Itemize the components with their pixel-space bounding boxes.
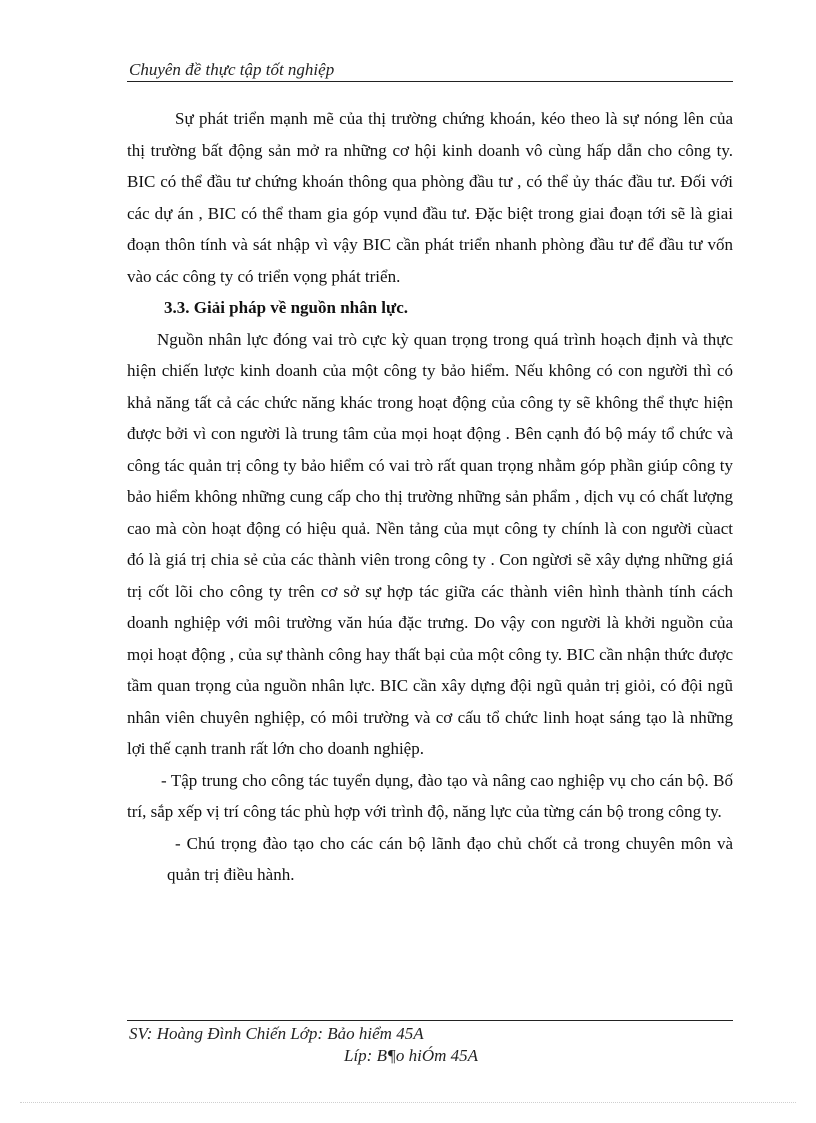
paragraph-investment: Sự phát triển mạnh mẽ của thị trường chứng khoán, kéo theo là sự nóng lên của thị trường bất động sản mở ra những cơ hội kinh doanh vô cùng hấp dẫn cho công ty. BIC có thể đầu tư chứng khoán thông qua phòng đầu tư , có thể ủy thác đầu tư. Đối với các dự án , BIC có thể tham gia góp vụnd đầu tư. Đặc biệt trong giai đoạn tới sẽ là giai đoạn thôn tính và sát nhập vì vậy BIC cần phát triển nhanh phòng đầu tư để đầu tư vốn vào các công ty có triển vọng phát triển. [127, 109, 733, 286]
paragraph-human-resources: Nguồn nhân lực đóng vai trò cực kỳ quan trọng trong quá trình hoạch định và thực hiện chiến lược kinh doanh của một công ty bảo hiểm. Nếu không có con người thì có khả năng tất cả các chức năng khác trong hoạt động của công ty sẽ không thể thực hiện được bởi vì con người là trung tâm của mọi hoạt động . Bên cạnh đó bộ máy tổ chức và công tác quản trị công ty bảo hiểm có vai trò rất quan trọng nhằm góp phần giúp công ty bảo hiểm không những cung cấp cho thị trường những sản phẩm , dịch vụ có chất lượng cao mà còn hoạt động có hiệu quả. Nền tảng của mụt công ty chính là con người cùact đó là giá trị chia sẻ của các thành viên trong công ty . Con ngừơi sẽ xây dựng những giá trị cốt lõi cho công ty trên cơ sở sự hợp tác giữa các thành viên hình thành tính cách doanh nghiệp với môi trường văn húa đặc trưng. Do vậy con người là khởi nguồn của mọi hoạt động , của sự thành công hay thất bại của một công ty. BIC cần nhận thức được tầm quan trọng của nguồn nhân lực. BIC cần xây dựng đội ngũ quản trị giỏi, có đội ngũ nhân viên chuyên nghiệp, có môi trường và cơ cấu tổ chức linh hoạt sáng tạo là những lợi thế cạnh tranh rất lớn cho doanh nghiệp. [127, 329, 733, 758]
footer-class-info: Líp: B¶o hiÓm 45A [344, 1046, 479, 1065]
footer-student-info: SV: Hoàng Đình Chiến Lớp: Bảo hiểm 45A [129, 1024, 424, 1043]
bullet-recruitment: - Tập trung cho công tác tuyển dụng, đào tạo và nâng cao nghiệp vụ cho cán bộ. Bố trí, sắp xếp vị trí công tác phù hợp với trình độ, năng lực của từng cán bộ trong công ty. [127, 770, 733, 821]
page-bottom-edge [20, 1102, 796, 1103]
bullet-leadership-training: - Chú trọng đào tạo cho các cán bộ lãnh đạo chủ chốt cả trong chuyên môn và quản trị điều hành. [167, 833, 733, 884]
footer-divider [127, 1020, 733, 1021]
section-heading: 3.3. Giải pháp về nguồn nhân lực. [164, 298, 409, 317]
header-divider [127, 81, 733, 82]
document-body [127, 103, 733, 891]
page-header-title: Chuyên đề thực tập tốt nghiệp [129, 60, 335, 79]
